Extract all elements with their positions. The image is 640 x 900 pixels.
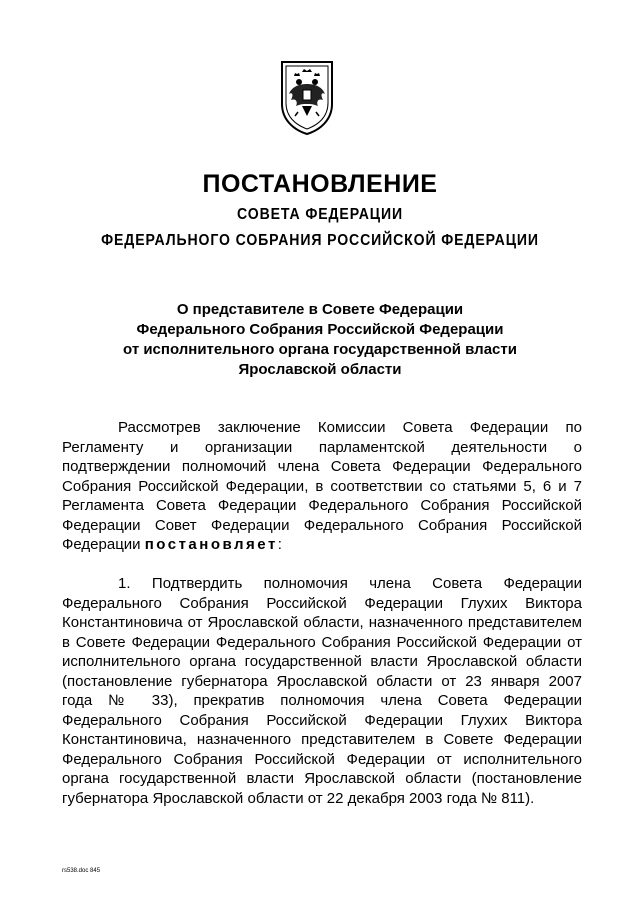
issuer-line-2: ФЕДЕРАЛЬНОГО СОБРАНИЯ РОССИЙСКОЙ ФЕДЕРАЦИИ xyxy=(101,232,539,249)
item-1-paragraph: 1. Подтвердить полномочия члена Совета Федерации Федерального Собрания Российской Федерации Глухих Виктора Константиновича от Ярославской области, назначенного представителем в Совете Федерации Федерального Собрания Российской Федерации от исполнительного органа государственной власти Ярославской области (постановление губернатора Ярославской области от 23 января 2007 года № 33), прекратив полномочия члена Совета Федерации Федерального Собрания Российской Федерации Глухих Виктора Константиновича, назначенного представителем в Совете Федерации Федерального Собрания Российской Федерации от исполнительного органа государственной власти Ярославской области (постановление губернатора Ярославской области от 22 декабря 2003 года № 811). xyxy=(62,575,582,807)
file-code: rs538.doc 845 xyxy=(62,868,101,874)
decree-colon: : xyxy=(277,536,282,553)
preamble-text: Рассмотрев заключение Комиссии Совета Федерации по Регламенту и организации парламентской деятельности о подтверждении полномочий члена Совета Федерации Федерального Собрания Российской Федерации, в соответствии со статьями 5, 6 и 7 Регламента Совета Федерации Федерального Собрания Российской Федерации Совет Федерации Федерального Собрания Российской Федерации xyxy=(62,419,582,553)
russian-coat-of-arms-icon xyxy=(276,58,338,136)
decree-word: постановляет xyxy=(144,536,278,553)
document-subject xyxy=(60,300,580,380)
issuer-line-1: СОВЕТА ФЕДЕРАЦИИ xyxy=(237,206,403,223)
preamble-paragraph xyxy=(62,418,582,555)
subject-line: Ярославской области xyxy=(238,361,402,378)
subject-line: от исполнительного органа государственной власти xyxy=(123,341,517,358)
subject-line: Федерального Собрания Российской Федерации xyxy=(136,321,504,338)
subject-line: О представителе в Совете Федерации xyxy=(176,301,464,318)
document-title: ПОСТАНОВЛЕНИЕ xyxy=(202,170,438,198)
